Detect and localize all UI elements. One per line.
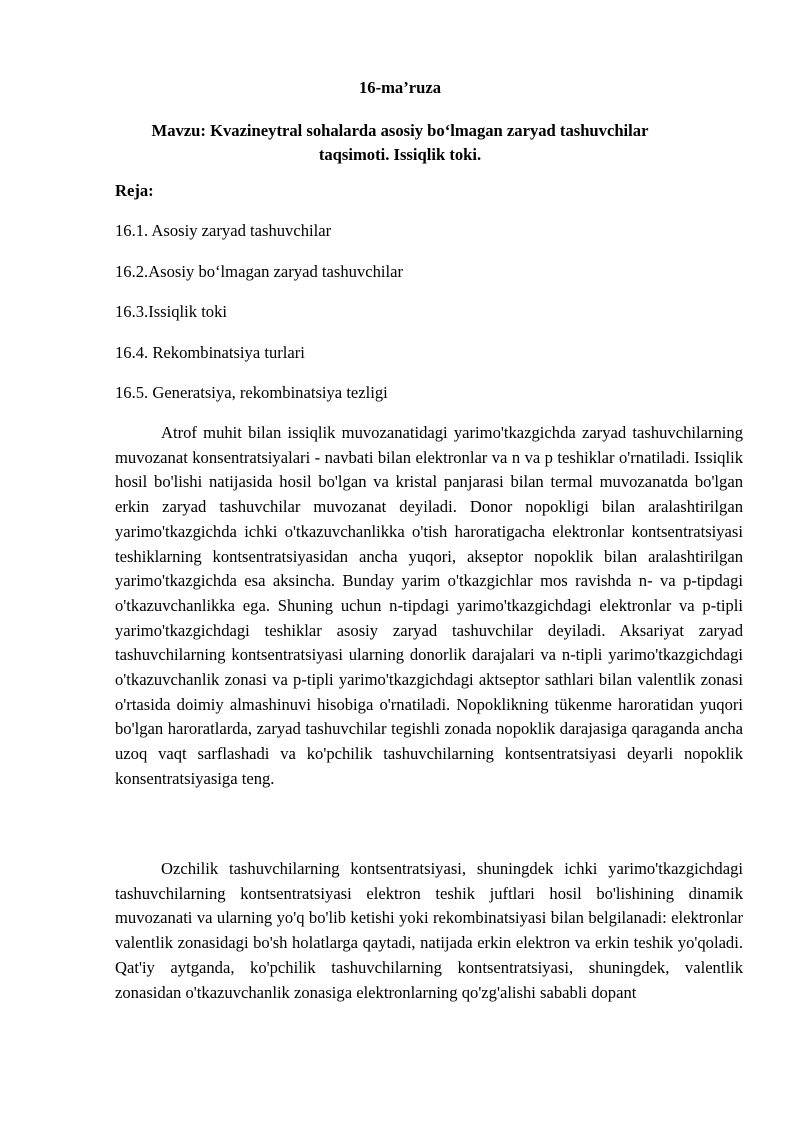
- body-paragraph: Atrof muhit bilan issiqlik muvozanatidagi yarimo'tkazgichda zaryad tashuvchilarning muvozanat konsentratsiyalari - navbati bilan elektronlar va n va p teshiklar o'rnatiladi. Issiqlik hosil bo'lishi natijasida hosil bo'lgan va kristal panjarasi bilan termal muvozanatda bo'lgan erkin zaryad tashuvchilar muvozanat deyiladi. Donor nopokligi bilan aralashtirilgan yarimo'tkazgichda ichki o'tkazuvchanlikka o'tish haroratigacha elektronlar kontsentratsiyasi teshiklarning kontsentratsiyasidan ancha yuqori, akseptor nopoklik bilan aralashtirilgan yarimo'tkazgichda esa aksincha. Bunday yarim o'tkazgichlar mos ravishda n- va p-tipdagi o'tkazuvchanlikka ega. Shuning uchun n-tipdagi yarimo'tkazgichdagi elektronlar va p-tipli yarimo'tkazgichdagi teshiklar asosiy zaryad tashuvchilar deyiladi. Aksariyat zaryad tashuvchilarning kontsentratsiyasi ularning donorlik darajalari va n-tipli yarimo'tkazgichdagi o'tkazuvchanlik zonasi va p-tipli yarimo'tkazgichdagi aktseptor sathlari bilan valentlik zonasi o'rtasida doimiy almashinuvi hisobiga o'rnatiladi. Nopoklikning tükenme haroratidan yuqori bo'lgan haroratlarda, zaryad tashuvchilar tegishli zonada nopoklik darajasiga qaraganda ancha uzoq vaqt sarflashadi va ko'pchilik tashuvchilarning kontsentratsiyasi deyarli nopoklik konsentratsiyasiga teng.: [115, 423, 743, 788]
- plan-item: 16.4. Rekombinatsiya turlari: [115, 342, 305, 362]
- plan-item: 16.5. Generatsiya, rekombinatsiya tezligi: [115, 383, 388, 402]
- plan-list: [115, 220, 403, 423]
- plan-item: 16.2.Asosiy bo‘lmagan zaryad tashuvchilar: [115, 261, 404, 281]
- topic-heading: Mavzu: Kvazineytral sohalarda asosiy bo‘lmagan zaryad tashuvchilar taqsimoti. Issiqlik toki.: [151, 121, 649, 164]
- body-paragraph: Ozchilik tashuvchilarning kontsentratsiyasi, shuningdek ichki yarimo'tkazgichdagi tashuvchilarning kontsentratsiyasi elektron teshik juftlari hosil bo'lishining dinamik muvozanati va ularning yo'q bo'lib ketishi yoki rekombinatsiyasi bilan belgilanadi: elektronlar valentlik zonasidagi bo'sh holatlarga qaytadi, natijada erkin elektron va erkin teshik yo'qoladi. Qat'iy aytganda, ko'pchilik tashuvchilarning kontsentratsiyasi, shuningdek, valentlik zonasidan o'tkazuvchanlik zonasiga elektronlarning qo'zg'alishi sababli dopant: [115, 859, 743, 1002]
- plan-heading: Reja:: [115, 181, 154, 200]
- lecture-title: 16-ma’ruza: [358, 78, 442, 97]
- plan-item: 16.3.Issiqlik toki: [115, 302, 228, 321]
- plan-item: 16.1. Asosiy zaryad tashuvchilar: [115, 221, 332, 240]
